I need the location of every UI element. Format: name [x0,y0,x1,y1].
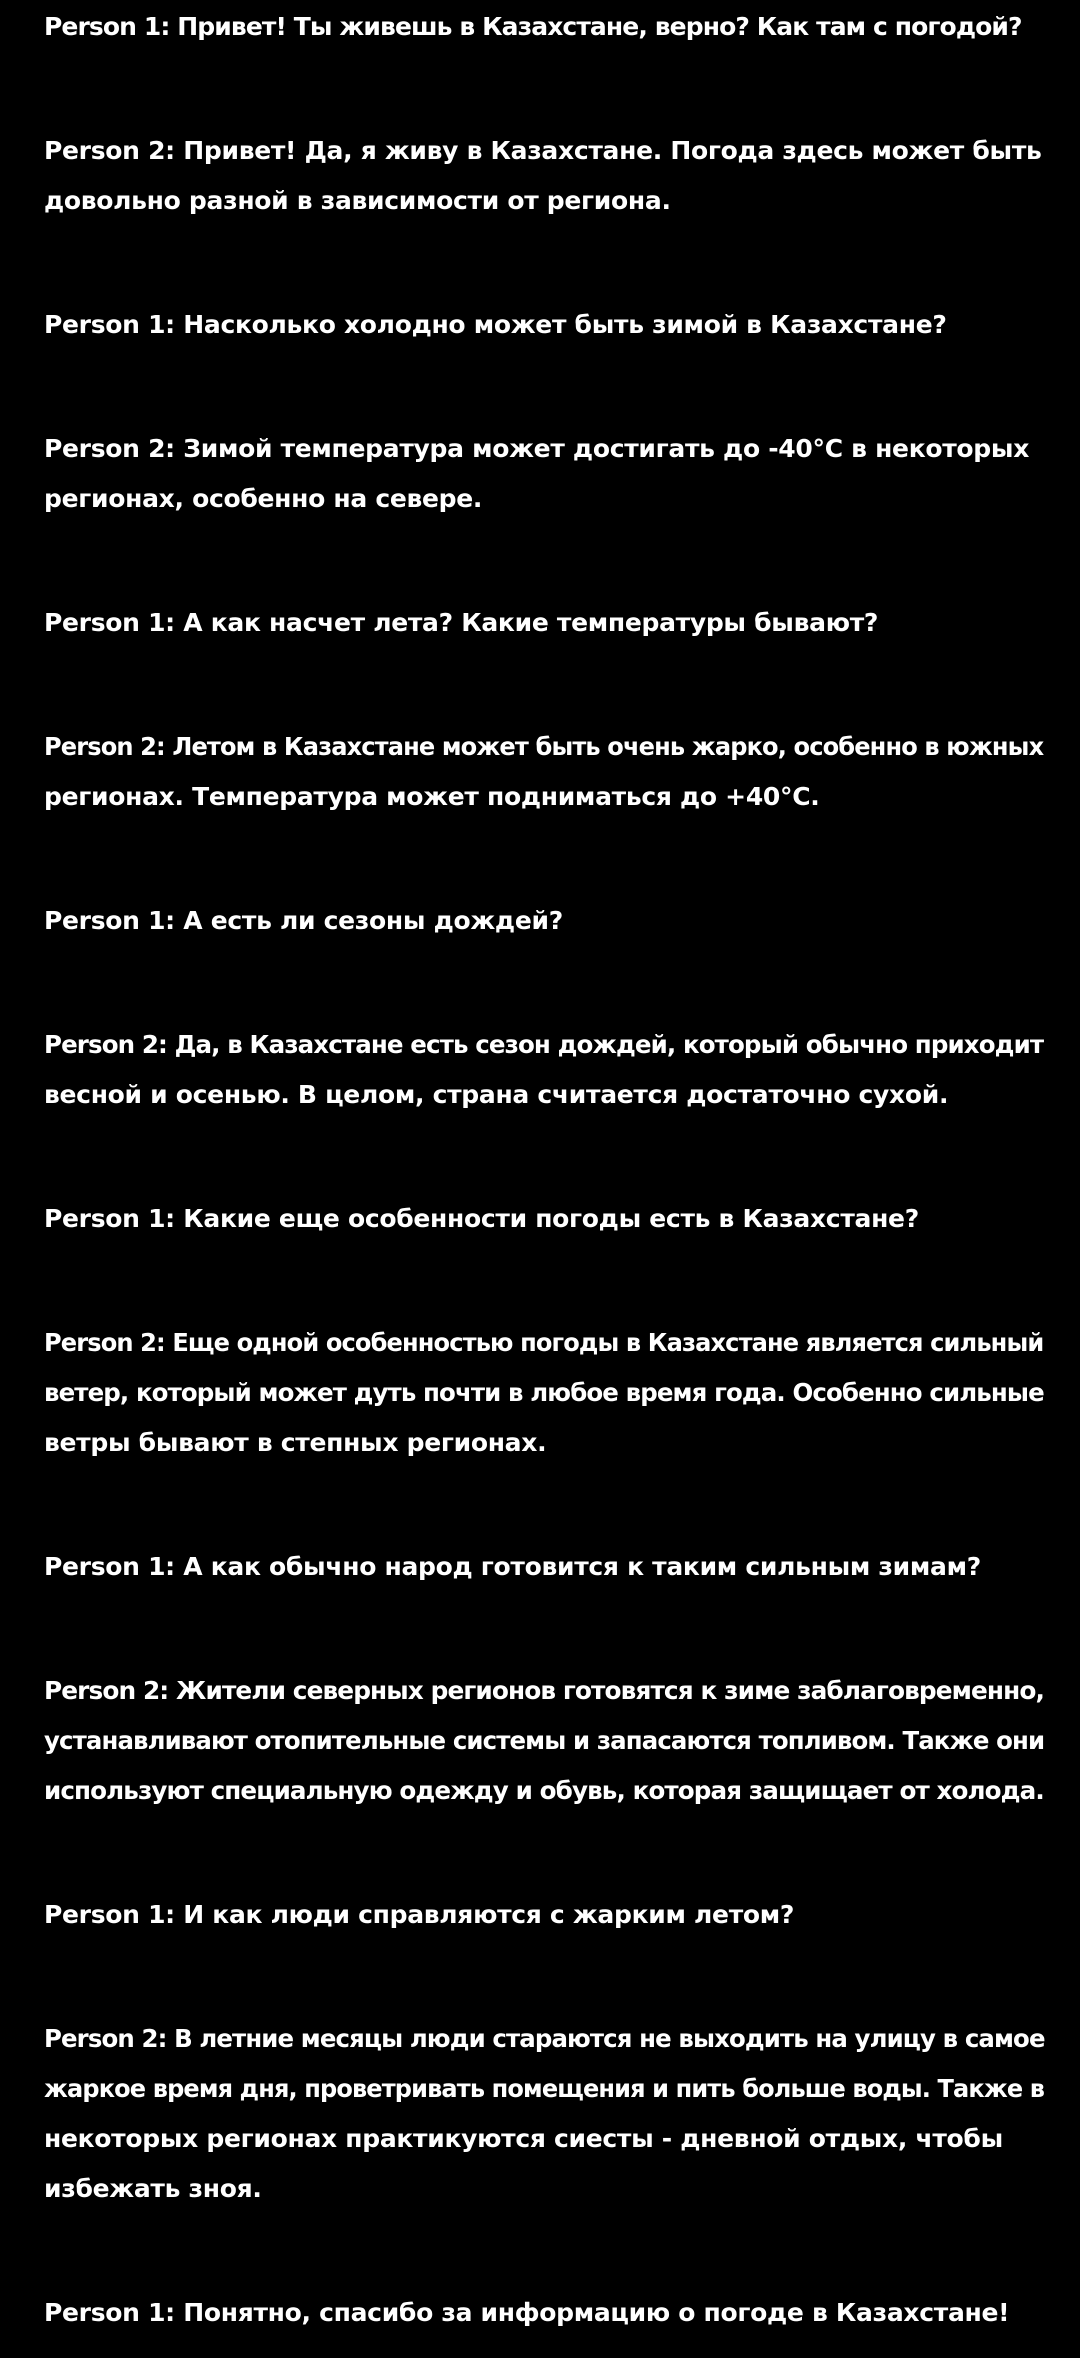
message-line: Person 1: А как обычно народ готовится к таким сильным зимам? [44,1552,981,1581]
message-line: регионах. Температура может подниматься до +40°C. [44,782,820,811]
message-line: Person 2: Да, в Казахстане есть сезон дождей, который обычно приходит [44,1030,1044,1059]
message-line: Person 1: А есть ли сезоны дождей? [44,906,563,935]
conversation-transcript [44,0,1044,2338]
message-line: устанавливают отопительные системы и запасаются топливом. Также они [44,1726,1045,1755]
message-line: некоторых регионах практикуются сиесты - дневной отдых, чтобы [44,2124,1003,2153]
message-line: Person 1: Привет! Ты живешь в Казахстане, верно? Как там с погодой? [44,12,1022,41]
message-line: Person 1: И как люди справляются с жарким летом? [44,1900,795,1929]
message-line: Person 2: Еще одной особенностью погоды в Казахстане является сильный [44,1328,1044,1357]
message-line: жаркое время дня, проветривать помещения и пить больше воды. Также в [44,2074,1045,2103]
message-line: избежать зноя. [44,2174,262,2203]
message-line: Person 1: А как насчет лета? Какие температуры бывают? [44,608,879,637]
message-line: весной и осенью. В целом, страна считается достаточно сухой. [44,1080,949,1109]
message-line: ветер, который может дуть почти в любое время года. Особенно сильные [44,1378,1044,1407]
message-line: ветры бывают в степных регионах. [44,1428,547,1457]
message-line: используют специальную одежду и обувь, которая защищает от холода. [44,1776,1044,1805]
message-line: Person 1: Понятно, спасибо за информацию о погоде в Казахстане! [44,2298,1010,2327]
message-line: Person 1: Какие еще особенности погоды есть в Казахстане? [44,1204,919,1233]
message-line: Person 2: Летом в Казахстане может быть очень жарко, особенно в южных [44,732,1044,761]
message-line: Person 2: В летние месяцы люди стараются не выходить на улицу в самое [44,2024,1045,2053]
message-line: Person 2: Зимой температура может достигать до -40°C в некоторых [44,434,1030,463]
message-line: регионах, особенно на севере. [44,484,483,513]
message-line: довольно разной в зависимости от региона. [44,186,671,215]
message-line: Person 2: Жители северных регионов готовятся к зиме заблаговременно, [44,1676,1045,1705]
message-line: Person 2: Привет! Да, я живу в Казахстане. Погода здесь может быть [44,136,1042,165]
message-line: Person 1: Насколько холодно может быть зимой в Казахстане? [44,310,947,339]
